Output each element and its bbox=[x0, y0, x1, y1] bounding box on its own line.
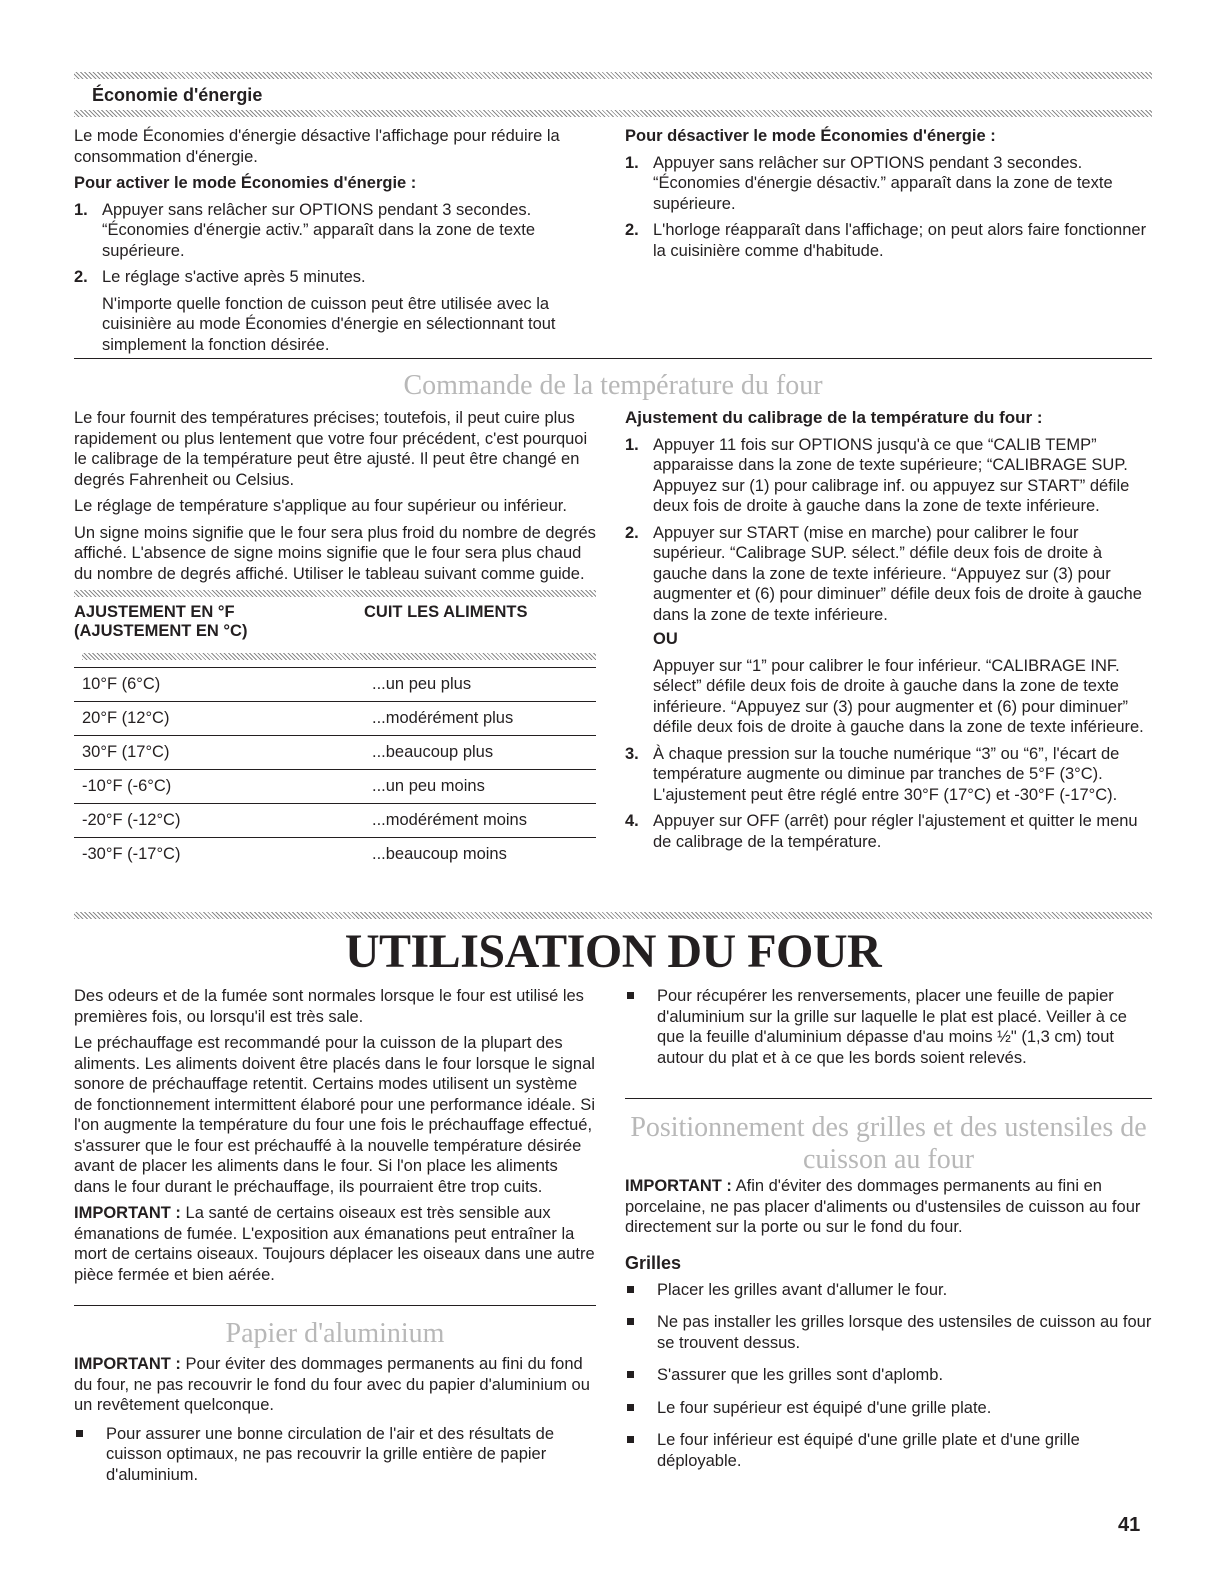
list-item: 4. Appuyer sur OFF (arrêt) pour régler l'ajustement et quitter le menu de calibrage de la température. bbox=[625, 812, 1138, 851]
oven-right-column bbox=[625, 986, 1150, 1080]
energy-deactivate-steps bbox=[625, 153, 1150, 262]
table-row: 10°F (6°C) ...un peu plus bbox=[74, 668, 596, 702]
energy-right-column bbox=[625, 126, 1150, 267]
list-item: 3. À chaque pression sur la touche numérique “3” ou “6”, l'écart de température augmente ou diminue par tranches de 5°F (3°C). L'ajustement peut être réglé entre 30°F (17°C) et -30°F (-17°C). bbox=[625, 744, 1120, 804]
table-header-food: CUIT LES ALIMENTS bbox=[364, 603, 528, 621]
temp-para-2: Le réglage de température s'applique au four supérieur ou inférieur. bbox=[74, 497, 567, 515]
foil-section-title: Papier d'aluminium bbox=[225, 1318, 445, 1349]
list-item: 1. Appuyer sans relâcher sur OPTIONS pendant 3 secondes. “Économies d'énergie activ.” apparaît dans la zone de texte supérieure. bbox=[74, 200, 536, 260]
list-item: Placer les grilles avant d'allumer le four. bbox=[625, 1280, 1152, 1301]
list-item: Ne pas installer les grilles lorsque des ustensiles de cuisson au four se trouvent dessus. bbox=[625, 1312, 1152, 1353]
racks-section-title bbox=[625, 1112, 1152, 1176]
oven-para-2: Le préchauffage est recommandé pour la cuisson de la plupart des aliments. Les aliments doivent être placés dans le four lorsque le signal sonore de préchauffage retentit. Certains modes utilisent un système de fonctionnement intermittent élaboré pour une performance idéale. Si l'on augmente la température du four une fois le préchauffage effectué, s'assurer que le four est préchauffé à la nouvelle température désirée avant de placer les aliments dans le four. Si l'on place les aliments dans le four durant le préchauffage, ils pourraient être trop cuits. bbox=[74, 1034, 595, 1196]
top-hatch-rule bbox=[74, 72, 1152, 79]
list-item: Le four inférieur est équipé d'une grille plate et d'une grille déployable. bbox=[625, 1430, 1152, 1471]
list-item: S'assurer que les grilles sont d'aplomb. bbox=[625, 1365, 1152, 1386]
temp-right-column bbox=[625, 408, 1153, 858]
page-number: 41 bbox=[1118, 1514, 1141, 1536]
list-item: 1. Appuyer sans relâcher sur OPTIONS pendant 3 secondes. “Économies d'énergie désactiv.” apparaît dans la zone de texte supérieure. bbox=[625, 153, 1113, 213]
oven-para-3: IMPORTANT : La santé de certains oiseaux est très sensible aux émanations de fumée. L'exposition aux émanations peut entraîner la mort de certains oiseaux. Toujours déplacer les oiseaux dans une autre pièce fermée et bien aérée. bbox=[74, 1204, 595, 1284]
list-item: 2. L'horloge réapparaît dans l'affichage; on peut alors faire fonctionner la cuisinière comme d'habitude. bbox=[625, 221, 1147, 260]
ou-text: Appuyer sur “1” pour calibrer le four inférieur. “CALIBRAGE INF. sélect” défile deux fois de droite à gauche dans la zone de texte inférieure. “Appuyez sur (3) pour augmenter et (6) pour diminuer” défile deux fois de droite à gauche dans la zone de texte inférieure. bbox=[653, 656, 1144, 736]
temp-adjust-title: Ajustement du calibrage de la température du four : bbox=[625, 408, 1043, 427]
temp-left-column bbox=[74, 408, 596, 871]
temp-steps bbox=[625, 435, 1153, 853]
ou-label: OU bbox=[653, 630, 678, 648]
racks-important: IMPORTANT : Afin d'éviter des dommages permanents au fini en porcelaine, ne pas placer d'aliments ou d'ustensiles de cuisson au four directement sur la porte ou sur le fond du four. bbox=[625, 1177, 1141, 1236]
list-item: 2. Le réglage s'active après 5 minutes. N'importe quelle fonction de cuisson peut être utilisée avec la cuisinière au mode Économies d'énergie en sélectionnant tout simplement la fonction désirée. bbox=[74, 267, 594, 355]
grilles-heading: Grilles bbox=[625, 1252, 682, 1273]
list-item: 2. Appuyer sur START (mise en marche) pour calibrer le four supérieur. “Calibrage SUP. sélect.” défile deux fois de droite à gauche dans la zone de texte inférieure. “Appuyez sur (3) pour augmenter et (6) pour diminuer” défile deux fois de droite à gauche dans la zone de texte inférieure. OU Appuyer sur “1” pour calibrer le four inférieur. “CALIBRAGE INF. sélect” défile deux fois de droite à gauche dans la zone de texte inférieure. “Appuyez sur (3) pour augmenter et (6) pour diminuer” défile deux fois de droite à gauche dans la zone de texte inférieure. bbox=[625, 523, 1153, 738]
oven-left-column bbox=[74, 986, 596, 1291]
racks-title-line-1: Positionnement des grilles et des ustensiles de bbox=[630, 1112, 1147, 1143]
foil-bullets bbox=[74, 1424, 596, 1486]
oven-use-title: UTILISATION DU FOUR bbox=[344, 925, 882, 978]
section-hatch-rule bbox=[74, 912, 1152, 919]
table-header-adjustment: AJUSTEMENT EN °F (AJUSTEMENT EN °C) bbox=[74, 603, 248, 640]
adjustment-table bbox=[74, 603, 596, 871]
temp-section-title: Commande de la température du four bbox=[403, 370, 823, 401]
section-rule bbox=[74, 358, 1152, 359]
racks-rule bbox=[625, 1098, 1152, 1099]
energy-heading: Économie d'énergie bbox=[92, 85, 263, 105]
energy-deactivate-title: Pour désactiver le mode Économies d'énergie : bbox=[625, 127, 996, 145]
table-header-hatch bbox=[82, 653, 596, 660]
list-item: Pour récupérer les renversements, placer une feuille de papier d'aluminium sur la grille sur laquelle le plat est placé. Veiller à ce que la feuille d'aluminium dépasse d'au moins ½" (1,3 cm) tout autour du plat et à ce que les bords soient relevés. bbox=[625, 986, 1150, 1068]
energy-activate-note: N'importe quelle fonction de cuisson peut être utilisée avec la cuisinière au mode Économies d'énergie en sélectionnant tout simplement la fonction désirée. bbox=[102, 294, 556, 354]
oven-para-1: Des odeurs et de la fumée sont normales lorsque le four est utilisé les premières fois, ou lorsqu'il est très sale. bbox=[74, 987, 584, 1026]
racks-title-line-2: cuisson au four bbox=[802, 1144, 975, 1175]
energy-left-column bbox=[74, 126, 594, 361]
energy-heading-hatch bbox=[74, 110, 1152, 117]
temp-para-1: Le four fournit des températures précises; toutefois, il peut cuire plus rapidement ou plus lentement que votre four précédent, c'est pourquoi le calibrage de la température peut être ajusté. Il peut être changé en degrés Fahrenheit ou Celsius. bbox=[74, 409, 588, 489]
list-item: 1. Appuyer 11 fois sur OPTIONS jusqu'à ce que “CALIB TEMP” apparaisse dans la zone de texte supérieure; “CALIBRAGE SUP. Appuyez sur (1) pour calibrage inf. ou appuyez sur START” défile deux fois de droite à gauche dans la zone de texte inférieure. bbox=[625, 435, 1130, 515]
list-item: Pour assurer une bonne circulation de l'air et des résultats de cuisson optimaux, ne pas recouvrir la grille entière de papier d'aluminium. bbox=[74, 1424, 596, 1486]
table-row: -20°F (-12°C) ...modérément moins bbox=[74, 804, 596, 838]
table-row: -10°F (-6°C) ...un peu moins bbox=[74, 770, 596, 804]
racks-content bbox=[625, 1176, 1152, 1483]
foil-rule bbox=[74, 1305, 596, 1306]
foil-content bbox=[74, 1354, 596, 1497]
table-row: -30°F (-17°C) ...beaucoup moins bbox=[82, 845, 507, 863]
list-item: Le four supérieur est équipé d'une grille plate. bbox=[625, 1398, 1152, 1419]
table-top-hatch bbox=[74, 590, 596, 597]
oven-right-bullets bbox=[625, 986, 1150, 1068]
table-row: 30°F (17°C) ...beaucoup plus bbox=[74, 736, 596, 770]
table-row: 20°F (12°C) ...modérément plus bbox=[74, 702, 596, 736]
energy-intro: Le mode Économies d'énergie désactive l'affichage pour réduire la consommation d'énergie. bbox=[74, 127, 560, 166]
foil-important: IMPORTANT : Pour éviter des dommages permanents au fini du fond du four, ne pas recouvrir le fond du four avec du papier d'aluminium ou un revêtement quelconque. bbox=[74, 1355, 590, 1414]
energy-activate-steps bbox=[74, 200, 594, 356]
energy-activate-title: Pour activer le mode Économies d'énergie : bbox=[74, 174, 417, 192]
temp-para-3: Un signe moins signifie que le four sera plus froid du nombre de degrés affiché. L'absence de signe moins signifie que le four sera plus chaud du nombre de degrés affiché. Utiliser le tableau suivant comme guide. bbox=[74, 523, 596, 583]
grilles-bullets bbox=[625, 1280, 1152, 1472]
